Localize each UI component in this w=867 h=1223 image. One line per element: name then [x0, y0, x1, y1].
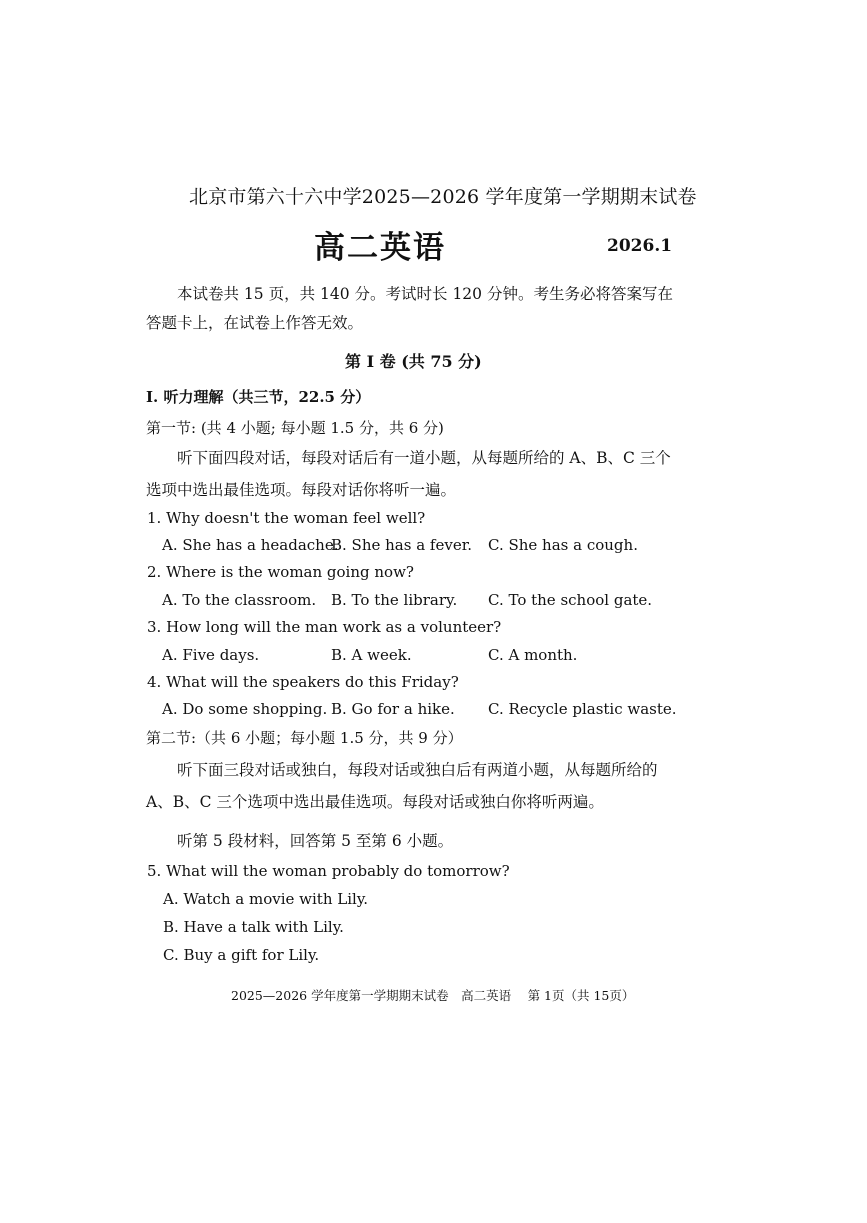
q2-option-a: A. To the classroom.	[162, 591, 317, 609]
exam-date: 2026.1	[607, 236, 673, 256]
q3-option-a: A. Five days.	[162, 646, 260, 664]
part-title: 第 I 卷 (共 75 分)	[345, 352, 482, 371]
q1-option-b: B. She has a fever.	[331, 536, 472, 554]
intro-paragraph: 本试卷共 15 页，共 140 分。考试时长 120 分钟。考生务必将答案写在答题卡上，在试卷上作答无效。	[146, 285, 673, 332]
q5-option-b: B. Have a talk with Lily.	[163, 918, 344, 936]
q5-option-a: A. Watch a movie with Lily.	[163, 890, 369, 908]
q5-option-c: C. Buy a gift for Lily.	[163, 946, 320, 964]
question-4: 4. What will the speakers do this Friday?	[147, 673, 459, 691]
q2-option-c: C. To the school gate.	[488, 591, 653, 609]
subsection-2-heading: 第二节:（共 6 小题；每小题 1.5 分，共 9 分）	[146, 729, 463, 747]
q1-option-c: C. She has a cough.	[488, 536, 638, 554]
q4-option-a: A. Do some shopping.	[162, 700, 328, 718]
exam-header-title: 北京市第六十六中学2025—2026 学年度第一学期期末试卷	[189, 186, 697, 208]
question-3: 3. How long will the man work as a volunteer?	[147, 618, 502, 636]
subsection-1-instruction: 听下面四段对话，每段对话后有一道小题，从每题所给的 A、B、C 三个选项中选出最佳选项。每段对话你将听一遍。	[146, 449, 671, 499]
q2-option-b: B. To the library.	[331, 591, 458, 609]
q4-option-c: C. Recycle plastic waste.	[488, 700, 677, 718]
q3-option-b: B. A week.	[331, 646, 412, 664]
q1-option-a: A. She has a headache.	[162, 536, 339, 554]
material-note: 听第 5 段材料，回答第 5 至第 6 小题。	[177, 832, 454, 850]
question-5: 5. What will the woman probably do tomorrow?	[147, 862, 510, 880]
question-1: 1. Why doesn't the woman feel well?	[147, 509, 426, 527]
subject-title: 高二英语	[314, 230, 446, 266]
section-title: I. 听力理解（共三节，22.5 分）	[146, 388, 371, 406]
q4-option-b: B. Go for a hike.	[331, 700, 455, 718]
question-2: 2. Where is the woman going now?	[147, 563, 414, 581]
q3-option-c: C. A month.	[488, 646, 578, 664]
page-footer: 2025—2026 学年度第一学期期末试卷 高二英语 第 1页（共 15页）	[231, 988, 635, 1003]
subsection-2-instruction: 听下面三段对话或独白，每段对话或独白后有两道小题，从每题所给的 A、B、C 三个选项中选出最佳选项。每段对话或独白你将听两遍。	[146, 761, 658, 811]
subsection-1-heading: 第一节: (共 4 小题; 每小题 1.5 分，共 6 分)	[146, 419, 444, 437]
